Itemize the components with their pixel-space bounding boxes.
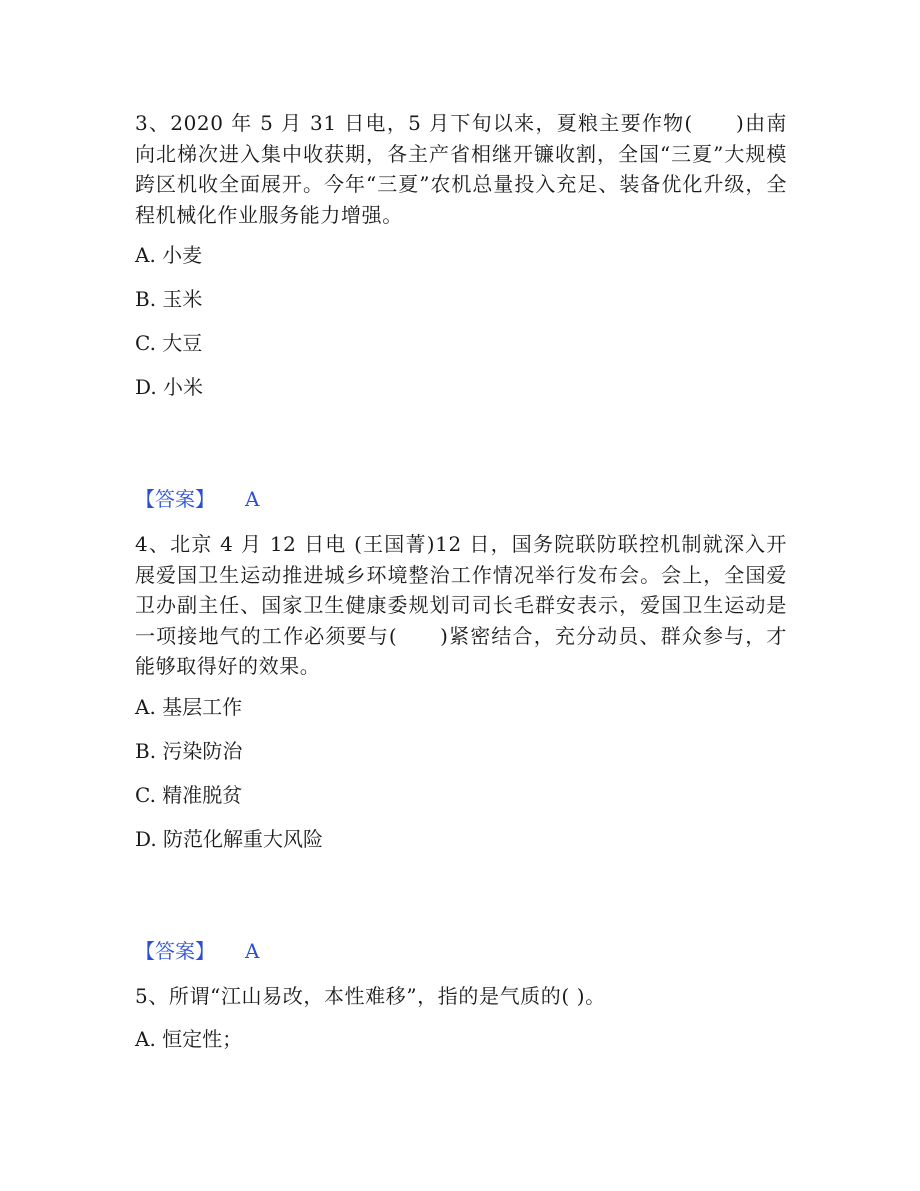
question-3-option-a: A. 小麦 bbox=[135, 243, 203, 267]
question-4-option-b: B. 污染防治 bbox=[135, 739, 243, 763]
answer-value: A bbox=[245, 939, 260, 963]
question-3-option-b: B. 玉米 bbox=[135, 287, 203, 311]
question-4-option-d: D. 防范化解重大风险 bbox=[135, 827, 324, 851]
question-3-stem: 3、2020 年 5 月 31 日电，5 月下旬以来，夏粮主要作物( )由南向北梯次进入集中收获期，各主产省相继开镰收割，全国“三夏”大规模跨区机收全面展开。今年“三夏”农机总量投入充足、装备优化升级，全程机械化作业服务能力增强。 bbox=[135, 111, 787, 227]
question-5-stem: 5、所谓“江山易改，本性难移”，指的是气质的( )。 bbox=[135, 984, 606, 1008]
question-3-option-d: D. 小米 bbox=[135, 375, 204, 399]
question-5-option-a: A. 恒定性； bbox=[135, 1027, 243, 1051]
answer-label: 【答案】 bbox=[135, 487, 215, 511]
answer-label: 【答案】 bbox=[135, 939, 215, 963]
question-3-option-c: C. 大豆 bbox=[135, 331, 203, 355]
question-4-answer bbox=[135, 937, 259, 965]
question-4-option-a: A. 基层工作 bbox=[135, 695, 243, 719]
question-4-stem: 4、北京 4 月 12 日电 (王国菁)12 日，国务院联防联控机制就深入开展爱国卫生运动推进城乡环境整治工作情况举行发布会。会上，全国爱卫办副主任、国家卫生健康委规划司司长毛群安表示，爱国卫生运动是一项接地气的工作必须要与( )紧密结合，充分动员、群众参与，才能够取得好的效果。 bbox=[135, 532, 787, 678]
question-4-option-c: C. 精准脱贫 bbox=[135, 783, 243, 807]
question-3-answer bbox=[135, 485, 259, 513]
answer-value: A bbox=[245, 487, 260, 511]
